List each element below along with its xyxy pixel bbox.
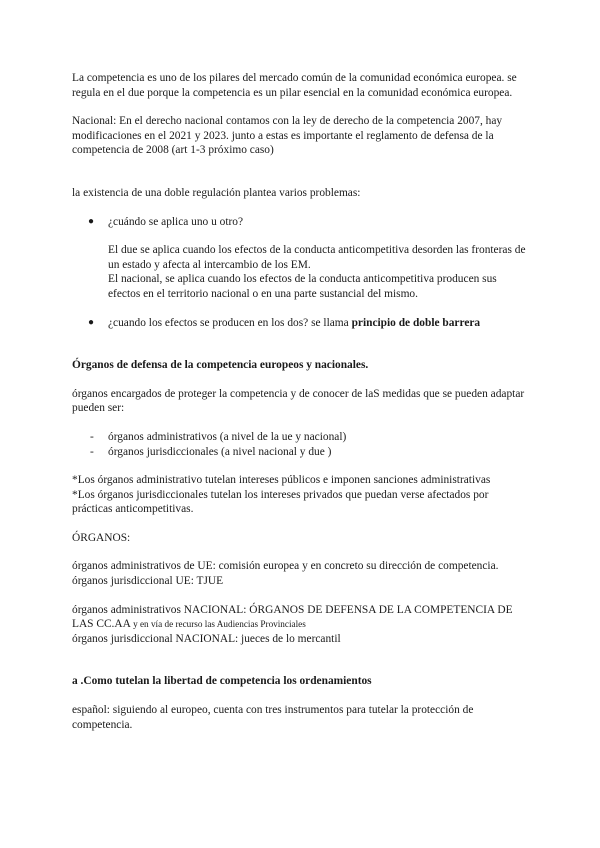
- list-item-text: órganos administrativos (a nivel de la ue y nacional): [108, 430, 347, 443]
- ue-juris-line: órganos jurisdiccional UE: TJUE: [72, 575, 224, 588]
- ue-admin-line: órganos administrativos de UE: comisión europea y en concreto su dirección de competencia.: [72, 560, 499, 573]
- intro-paragraph: La competencia es uno de los pilares del mercado común de la comunidad económica europea. se regula en el due porque la competencia es un pilar esencial en la comunidad económica europea.: [72, 72, 517, 99]
- note-jurisdiccional: *Los órganos jurisdiccionales tutelan los intereses privados que puedan verse afectados por prácticas anticompetitivas.: [72, 488, 489, 516]
- nacional-juris-line: órganos jurisdiccional NACIONAL: jueces de lo mercantil: [72, 632, 341, 645]
- bullet-answer-nacional: El nacional, se aplica cuando los efectos de la conducta anticompetitiva producen sus efectos en el territorio nacional o en una parte sustancial del mismo.: [108, 273, 497, 300]
- espanol-paragraph: español: siguiendo al europeo, cuenta con tres instrumentos para tutelar la protección de competencia.: [72, 704, 474, 731]
- bullet-answer-due: El due se aplica cuando los efectos de la conducta anticompetitiva desorden las fronteras de un estado y afecta al intercambio de los EM.: [108, 244, 526, 271]
- bullet-text: ¿cuando los efectos se producen en los dos? se llama: [108, 316, 352, 329]
- bullet-answer-block: [72, 243, 530, 301]
- list-item: [72, 445, 530, 460]
- organos-intro-paragraph: órganos encargados de proteger la competencia y de conocer de laS medidas que se pueden adaptar pueden ser:: [72, 387, 525, 415]
- bullet-icon: ●: [88, 316, 95, 328]
- list-item: [72, 430, 530, 445]
- bullet-item: [72, 215, 530, 230]
- dash-marker: -: [90, 445, 94, 458]
- bullet-question: ¿cuándo se aplica uno u otro?: [108, 215, 244, 228]
- section-heading-a: a .Como tutelan la libertad de competencia los ordenamientos: [72, 675, 372, 688]
- dash-marker: -: [90, 430, 94, 443]
- nacional-paragraph: Nacional: En el derecho nacional contamos con la ley de derecho de la competencia 2007, hay modificaciones en el 2021 y 2023. junto a estas es importante el reglamento de defensa de la competencia de 2008 (art 1-3 próximo caso): [72, 115, 503, 157]
- bullet-bold-term: principio de doble barrera: [351, 316, 481, 329]
- bullet-item: [72, 316, 530, 331]
- doble-regulacion-paragraph: la existencia de una doble regulación plantea varios problemas:: [72, 186, 361, 199]
- document-page: [72, 71, 530, 732]
- bullet-doble-barrera: [108, 316, 530, 331]
- organos-label: ÓRGANOS:: [72, 531, 131, 544]
- nacional-admin-small: y en vía de recurso las Audiencias Provinciales: [133, 619, 306, 630]
- bullet-icon: ●: [88, 215, 95, 227]
- section-heading-organos: Órganos de defensa de la competencia europeos y nacionales.: [72, 359, 369, 372]
- note-administrativo: *Los órganos administrativo tutelan intereses públicos e imponen sanciones administrativas: [72, 474, 491, 487]
- list-item-text: órganos jurisdiccionales (a nivel nacional y due ): [108, 445, 332, 458]
- nacional-admin-line: [72, 603, 530, 632]
- nacional-admin-main: órganos administrativos NACIONAL: ÓRGANOS DE DEFENSA DE LA COMPETENCIA DE LAS CC.AA: [72, 603, 513, 631]
